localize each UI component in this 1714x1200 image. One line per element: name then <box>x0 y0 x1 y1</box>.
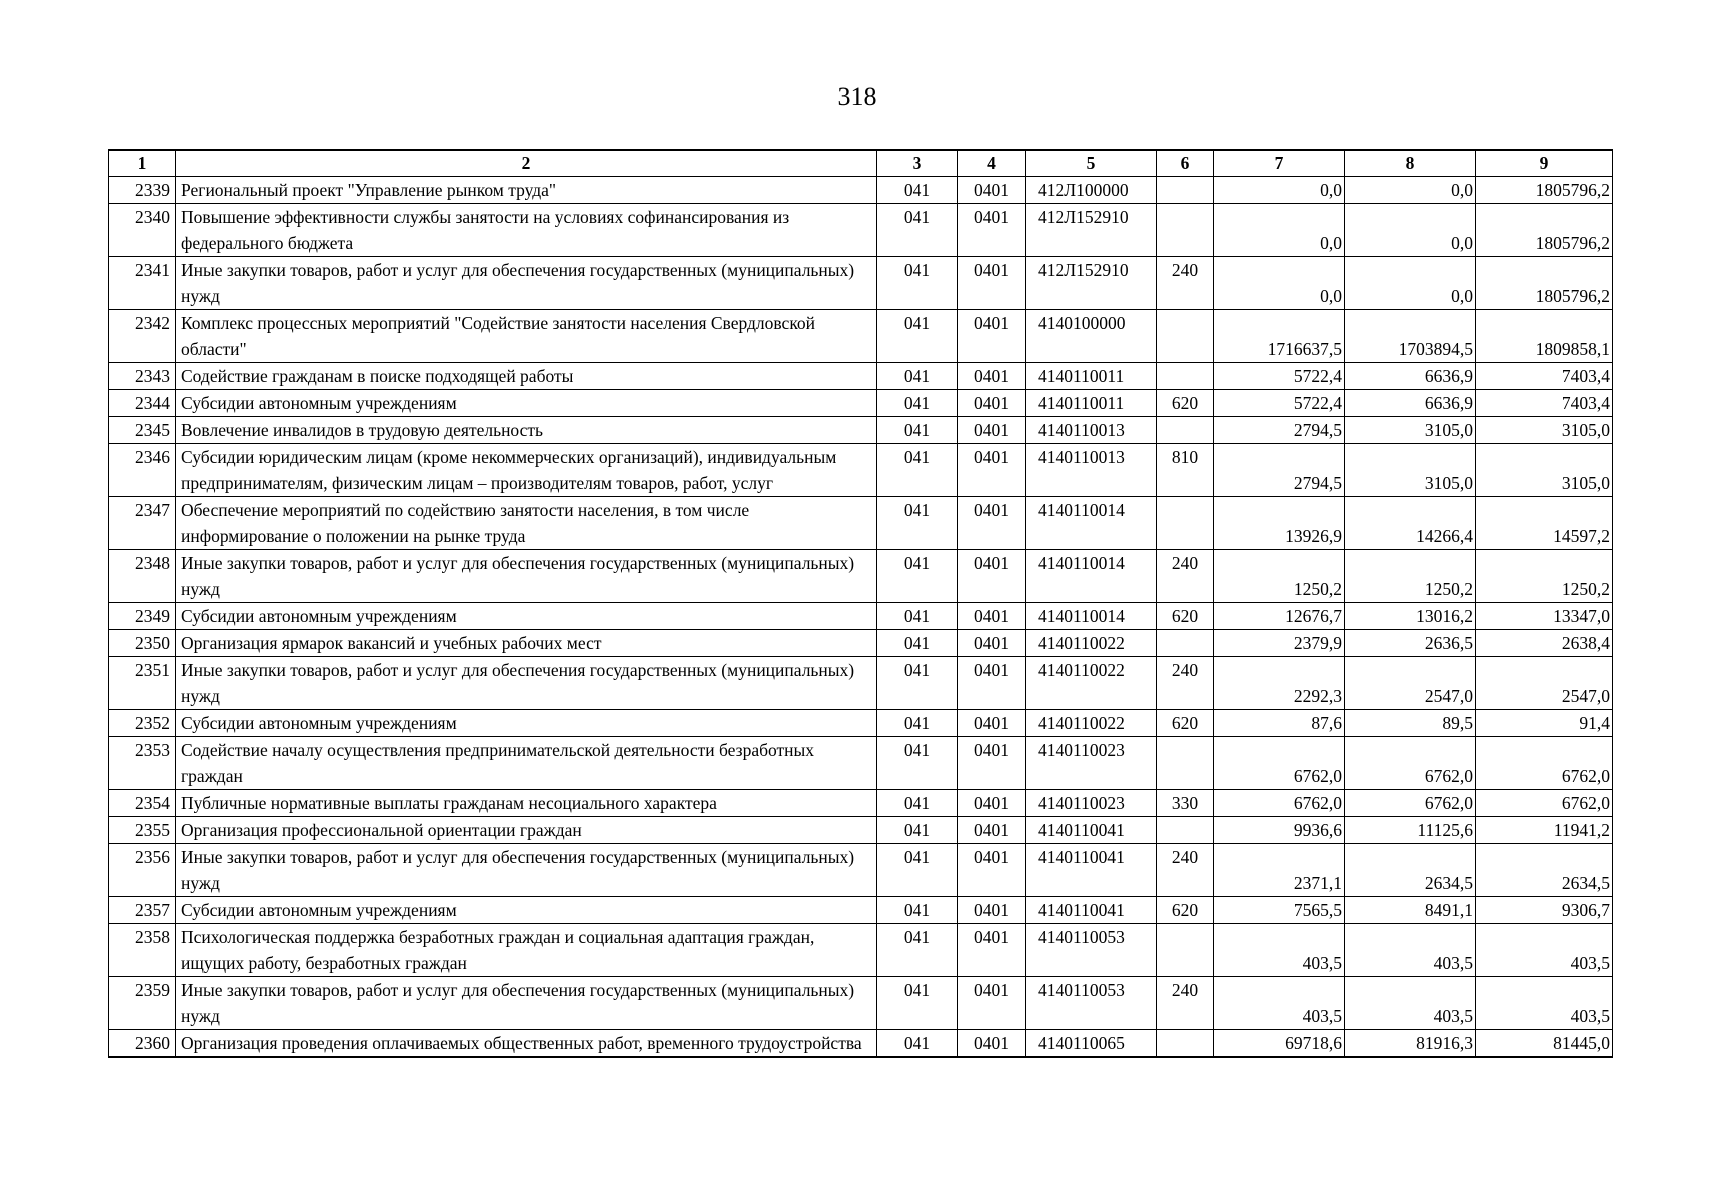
row-ministry-code: 041 <box>877 737 958 790</box>
row-value-col-9: 2634,5 <box>1476 844 1613 897</box>
row-value-col-7: 69718,6 <box>1214 1030 1345 1058</box>
table-row <box>109 630 1613 657</box>
row-number: 2344 <box>109 390 176 417</box>
row-name: Иные закупки товаров, работ и услуг для обеспечения государственных (муниципальных) нужд <box>176 977 877 1030</box>
row-number: 2359 <box>109 977 176 1030</box>
row-value-col-7: 403,5 <box>1214 977 1345 1030</box>
row-section-code: 0401 <box>958 817 1026 844</box>
row-target-code: 412Л100000 <box>1026 177 1157 204</box>
row-section-code: 0401 <box>958 550 1026 603</box>
row-section-code: 0401 <box>958 790 1026 817</box>
row-name: Психологическая поддержка безработных граждан и социальная адаптация граждан, ищущих работу, безработных граждан <box>176 924 877 977</box>
row-name: Субсидии автономным учреждениям <box>176 390 877 417</box>
row-value-col-9: 1805796,2 <box>1476 257 1613 310</box>
row-ministry-code: 041 <box>877 310 958 363</box>
row-ministry-code: 041 <box>877 1030 958 1058</box>
row-value-col-7: 7565,5 <box>1214 897 1345 924</box>
header-col-7: 7 <box>1214 150 1345 177</box>
table-row <box>109 710 1613 737</box>
row-target-code: 4140110011 <box>1026 363 1157 390</box>
header-col-8: 8 <box>1345 150 1476 177</box>
row-section-code: 0401 <box>958 630 1026 657</box>
row-name: Организация профессиональной ориентации граждан <box>176 817 877 844</box>
row-value-col-9: 11941,2 <box>1476 817 1613 844</box>
row-target-code: 4140110022 <box>1026 710 1157 737</box>
table-row <box>109 977 1613 1030</box>
row-value-col-7: 2794,5 <box>1214 444 1345 497</box>
row-expense-type: 620 <box>1157 390 1214 417</box>
row-value-col-8: 3105,0 <box>1345 444 1476 497</box>
row-value-col-8: 13016,2 <box>1345 603 1476 630</box>
row-target-code: 4140110014 <box>1026 550 1157 603</box>
row-expense-type: 620 <box>1157 710 1214 737</box>
row-expense-type <box>1157 310 1214 363</box>
row-section-code: 0401 <box>958 737 1026 790</box>
table-row <box>109 497 1613 550</box>
row-section-code: 0401 <box>958 177 1026 204</box>
row-section-code: 0401 <box>958 844 1026 897</box>
row-expense-type: 810 <box>1157 444 1214 497</box>
row-value-col-7: 2292,3 <box>1214 657 1345 710</box>
row-value-col-7: 5722,4 <box>1214 363 1345 390</box>
row-expense-type <box>1157 817 1214 844</box>
row-value-col-7: 87,6 <box>1214 710 1345 737</box>
row-number: 2357 <box>109 897 176 924</box>
row-section-code: 0401 <box>958 417 1026 444</box>
row-section-code: 0401 <box>958 710 1026 737</box>
row-value-col-7: 403,5 <box>1214 924 1345 977</box>
row-section-code: 0401 <box>958 363 1026 390</box>
row-value-col-8: 0,0 <box>1345 177 1476 204</box>
table-row <box>109 897 1613 924</box>
table-row <box>109 924 1613 977</box>
table-body <box>109 177 1613 1058</box>
row-value-col-9: 6762,0 <box>1476 790 1613 817</box>
table-row <box>109 363 1613 390</box>
row-name: Обеспечение мероприятий по содействию занятости населения, в том числе информирование о положении на рынке труда <box>176 497 877 550</box>
row-expense-type: 620 <box>1157 603 1214 630</box>
header-row <box>109 150 1613 177</box>
row-value-col-9: 14597,2 <box>1476 497 1613 550</box>
row-expense-type <box>1157 630 1214 657</box>
row-section-code: 0401 <box>958 390 1026 417</box>
row-ministry-code: 041 <box>877 550 958 603</box>
row-number: 2356 <box>109 844 176 897</box>
row-number: 2348 <box>109 550 176 603</box>
row-target-code: 412Л152910 <box>1026 204 1157 257</box>
row-section-code: 0401 <box>958 603 1026 630</box>
row-target-code: 4140110011 <box>1026 390 1157 417</box>
row-name: Содействие гражданам в поиске подходящей работы <box>176 363 877 390</box>
row-section-code: 0401 <box>958 444 1026 497</box>
row-number: 2350 <box>109 630 176 657</box>
row-value-col-7: 12676,7 <box>1214 603 1345 630</box>
row-value-col-9: 6762,0 <box>1476 737 1613 790</box>
row-section-code: 0401 <box>958 924 1026 977</box>
row-target-code: 4140110065 <box>1026 1030 1157 1058</box>
row-value-col-8: 1703894,5 <box>1345 310 1476 363</box>
row-ministry-code: 041 <box>877 497 958 550</box>
header-col-9: 9 <box>1476 150 1613 177</box>
row-number: 2353 <box>109 737 176 790</box>
row-value-col-7: 0,0 <box>1214 177 1345 204</box>
row-value-col-9: 3105,0 <box>1476 417 1613 444</box>
row-value-col-8: 2547,0 <box>1345 657 1476 710</box>
row-value-col-8: 89,5 <box>1345 710 1476 737</box>
row-expense-type: 620 <box>1157 897 1214 924</box>
row-value-col-9: 1805796,2 <box>1476 204 1613 257</box>
row-value-col-8: 6636,9 <box>1345 390 1476 417</box>
row-value-col-8: 6762,0 <box>1345 737 1476 790</box>
row-section-code: 0401 <box>958 257 1026 310</box>
table-row <box>109 257 1613 310</box>
table-row <box>109 444 1613 497</box>
row-expense-type: 240 <box>1157 844 1214 897</box>
row-number: 2346 <box>109 444 176 497</box>
table-row <box>109 657 1613 710</box>
table-row <box>109 550 1613 603</box>
row-ministry-code: 041 <box>877 630 958 657</box>
table-row <box>109 790 1613 817</box>
row-expense-type: 240 <box>1157 657 1214 710</box>
row-name: Содействие началу осуществления предпринимательской деятельности безработных граждан <box>176 737 877 790</box>
row-name: Публичные нормативные выплаты гражданам несоциального характера <box>176 790 877 817</box>
row-name: Вовлечение инвалидов в трудовую деятельность <box>176 417 877 444</box>
row-number: 2341 <box>109 257 176 310</box>
page-number: 318 <box>837 82 877 111</box>
row-expense-type: 330 <box>1157 790 1214 817</box>
row-value-col-8: 2634,5 <box>1345 844 1476 897</box>
row-ministry-code: 041 <box>877 204 958 257</box>
row-number: 2355 <box>109 817 176 844</box>
row-value-col-7: 1250,2 <box>1214 550 1345 603</box>
row-ministry-code: 041 <box>877 657 958 710</box>
row-target-code: 4140100000 <box>1026 310 1157 363</box>
row-expense-type <box>1157 497 1214 550</box>
row-value-col-8: 3105,0 <box>1345 417 1476 444</box>
table-row <box>109 603 1613 630</box>
row-target-code: 4140110041 <box>1026 844 1157 897</box>
row-name: Иные закупки товаров, работ и услуг для обеспечения государственных (муниципальных) нужд <box>176 844 877 897</box>
row-value-col-8: 1250,2 <box>1345 550 1476 603</box>
row-expense-type <box>1157 363 1214 390</box>
row-value-col-8: 2636,5 <box>1345 630 1476 657</box>
row-target-code: 4140110041 <box>1026 817 1157 844</box>
row-name: Иные закупки товаров, работ и услуг для обеспечения государственных (муниципальных) нужд <box>176 257 877 310</box>
row-ministry-code: 041 <box>877 603 958 630</box>
budget-table <box>108 149 1613 1058</box>
header-col-6: 6 <box>1157 150 1214 177</box>
table-row <box>109 1030 1613 1058</box>
row-value-col-9: 1805796,2 <box>1476 177 1613 204</box>
row-target-code: 4140110053 <box>1026 977 1157 1030</box>
row-number: 2360 <box>109 1030 176 1058</box>
row-ministry-code: 041 <box>877 977 958 1030</box>
header-col-2: 2 <box>176 150 877 177</box>
row-name: Региональный проект "Управление рынком труда" <box>176 177 877 204</box>
row-expense-type: 240 <box>1157 550 1214 603</box>
row-value-col-8: 0,0 <box>1345 257 1476 310</box>
row-section-code: 0401 <box>958 977 1026 1030</box>
row-name: Комплекс процессных мероприятий "Содействие занятости населения Свердловской области" <box>176 310 877 363</box>
row-ministry-code: 041 <box>877 844 958 897</box>
row-section-code: 0401 <box>958 204 1026 257</box>
row-value-col-9: 2638,4 <box>1476 630 1613 657</box>
row-target-code: 4140110023 <box>1026 737 1157 790</box>
row-name: Иные закупки товаров, работ и услуг для обеспечения государственных (муниципальных) нужд <box>176 550 877 603</box>
row-value-col-7: 13926,9 <box>1214 497 1345 550</box>
row-value-col-7: 6762,0 <box>1214 737 1345 790</box>
row-value-col-9: 7403,4 <box>1476 363 1613 390</box>
row-number: 2354 <box>109 790 176 817</box>
row-ministry-code: 041 <box>877 177 958 204</box>
row-name: Субсидии автономным учреждениям <box>176 897 877 924</box>
row-value-col-8: 8491,1 <box>1345 897 1476 924</box>
row-number: 2342 <box>109 310 176 363</box>
row-value-col-7: 2371,1 <box>1214 844 1345 897</box>
row-target-code: 412Л152910 <box>1026 257 1157 310</box>
row-expense-type <box>1157 177 1214 204</box>
row-value-col-9: 1809858,1 <box>1476 310 1613 363</box>
row-ministry-code: 041 <box>877 257 958 310</box>
row-name: Повышение эффективности службы занятости на условиях софинансирования из федерального бюджета <box>176 204 877 257</box>
row-number: 2343 <box>109 363 176 390</box>
row-expense-type <box>1157 1030 1214 1058</box>
row-value-col-9: 9306,7 <box>1476 897 1613 924</box>
row-target-code: 4140110022 <box>1026 657 1157 710</box>
row-value-col-9: 1250,2 <box>1476 550 1613 603</box>
row-ministry-code: 041 <box>877 790 958 817</box>
header-col-3: 3 <box>877 150 958 177</box>
row-section-code: 0401 <box>958 310 1026 363</box>
row-section-code: 0401 <box>958 657 1026 710</box>
row-ministry-code: 041 <box>877 710 958 737</box>
row-value-col-7: 0,0 <box>1214 257 1345 310</box>
row-expense-type <box>1157 737 1214 790</box>
row-expense-type <box>1157 924 1214 977</box>
row-value-col-7: 5722,4 <box>1214 390 1345 417</box>
row-number: 2351 <box>109 657 176 710</box>
row-value-col-9: 403,5 <box>1476 924 1613 977</box>
table-row <box>109 177 1613 204</box>
row-name: Субсидии автономным учреждениям <box>176 710 877 737</box>
row-value-col-9: 403,5 <box>1476 977 1613 1030</box>
row-ministry-code: 041 <box>877 924 958 977</box>
row-value-col-8: 403,5 <box>1345 977 1476 1030</box>
row-target-code: 4140110022 <box>1026 630 1157 657</box>
row-value-col-9: 81445,0 <box>1476 1030 1613 1058</box>
row-value-col-7: 6762,0 <box>1214 790 1345 817</box>
row-target-code: 4140110014 <box>1026 603 1157 630</box>
table-row <box>109 204 1613 257</box>
row-value-col-9: 7403,4 <box>1476 390 1613 417</box>
row-value-col-9: 91,4 <box>1476 710 1613 737</box>
row-value-col-8: 6636,9 <box>1345 363 1476 390</box>
table-row <box>109 310 1613 363</box>
table-row <box>109 417 1613 444</box>
row-value-col-8: 403,5 <box>1345 924 1476 977</box>
row-name: Субсидии автономным учреждениям <box>176 603 877 630</box>
row-number: 2345 <box>109 417 176 444</box>
row-target-code: 4140110041 <box>1026 897 1157 924</box>
row-value-col-7: 2794,5 <box>1214 417 1345 444</box>
table-row <box>109 817 1613 844</box>
row-value-col-8: 0,0 <box>1345 204 1476 257</box>
row-value-col-8: 11125,6 <box>1345 817 1476 844</box>
row-value-col-8: 6762,0 <box>1345 790 1476 817</box>
header-col-4: 4 <box>958 150 1026 177</box>
row-section-code: 0401 <box>958 897 1026 924</box>
row-target-code: 4140110053 <box>1026 924 1157 977</box>
row-value-col-8: 81916,3 <box>1345 1030 1476 1058</box>
row-ministry-code: 041 <box>877 897 958 924</box>
table-row <box>109 844 1613 897</box>
row-value-col-9: 3105,0 <box>1476 444 1613 497</box>
row-target-code: 4140110013 <box>1026 417 1157 444</box>
row-value-col-7: 2379,9 <box>1214 630 1345 657</box>
row-number: 2347 <box>109 497 176 550</box>
table-row <box>109 390 1613 417</box>
row-value-col-7: 1716637,5 <box>1214 310 1345 363</box>
row-ministry-code: 041 <box>877 817 958 844</box>
row-expense-type <box>1157 417 1214 444</box>
row-value-col-9: 13347,0 <box>1476 603 1613 630</box>
row-expense-type <box>1157 204 1214 257</box>
row-target-code: 4140110023 <box>1026 790 1157 817</box>
row-value-col-8: 14266,4 <box>1345 497 1476 550</box>
row-ministry-code: 041 <box>877 390 958 417</box>
row-number: 2358 <box>109 924 176 977</box>
header-col-1: 1 <box>109 150 176 177</box>
row-name: Организация ярмарок вакансий и учебных рабочих мест <box>176 630 877 657</box>
row-expense-type: 240 <box>1157 977 1214 1030</box>
header-col-5: 5 <box>1026 150 1157 177</box>
row-target-code: 4140110014 <box>1026 497 1157 550</box>
row-value-col-7: 0,0 <box>1214 204 1345 257</box>
row-value-col-9: 2547,0 <box>1476 657 1613 710</box>
row-number: 2352 <box>109 710 176 737</box>
row-ministry-code: 041 <box>877 444 958 497</box>
row-section-code: 0401 <box>958 497 1026 550</box>
row-name: Организация проведения оплачиваемых общественных работ, временного трудоустройства <box>176 1030 877 1058</box>
row-number: 2340 <box>109 204 176 257</box>
table-row <box>109 737 1613 790</box>
row-expense-type: 240 <box>1157 257 1214 310</box>
row-ministry-code: 041 <box>877 417 958 444</box>
row-number: 2349 <box>109 603 176 630</box>
row-name: Субсидии юридическим лицам (кроме некоммерческих организаций), индивидуальным предпринимателям, физическим лицам – производителям товаров, работ, услуг <box>176 444 877 497</box>
row-value-col-7: 9936,6 <box>1214 817 1345 844</box>
row-ministry-code: 041 <box>877 363 958 390</box>
row-number: 2339 <box>109 177 176 204</box>
row-section-code: 0401 <box>958 1030 1026 1058</box>
row-name: Иные закупки товаров, работ и услуг для обеспечения государственных (муниципальных) нужд <box>176 657 877 710</box>
row-target-code: 4140110013 <box>1026 444 1157 497</box>
